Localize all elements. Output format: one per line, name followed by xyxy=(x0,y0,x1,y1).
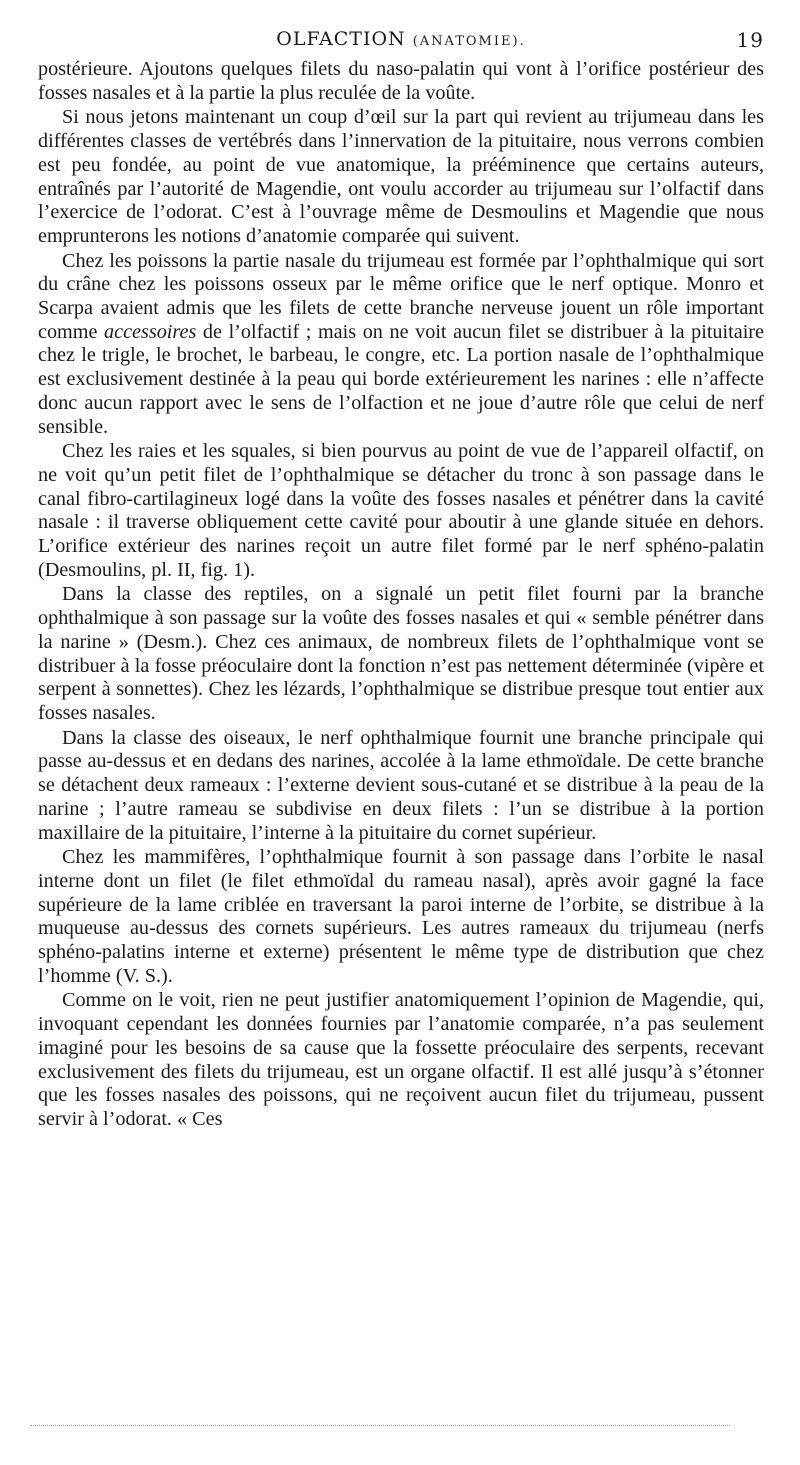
paragraph-reptiles: Dans la classe des reptiles, on a signalé un petit filet fourni par la branche ophthalmique à son passage sur la voûte des fosses nasales et qui « semble pénétrer dans la narine » (Desm.). Chez ces animaux, de nombreux filets de l’ophthalmique vont se distribuer à la fosse préoculaire dont la fonction n’est pas nettement déterminée (vipère et serpent à sonnettes). Chez les lézards, l’ophthalmique se distribue presque tout entier aux fosses nasales. xyxy=(38,583,764,724)
emphasis-accessoires: accessoires xyxy=(104,320,197,343)
bottom-dotted-rule xyxy=(30,1425,730,1426)
paragraph-mammiferes: Chez les mammifères, l’ophthalmique fournit à son passage dans l’orbite le nasal interne dont un filet (le filet ethmoïdal du rameau nasal), après avoir gagné la face supérieure de la lame criblée en traversant la paroi interne de l’orbite, se distribue à la muqueuse au-dessus des cornets supérieurs. Les autres rameaux du trijumeau (nerfs sphéno-palatins interne et externe) présentent le même type de distribution que chez l’homme (V. S.). xyxy=(38,846,764,987)
running-title-subtitle: (ANATOMIE). xyxy=(412,34,526,49)
running-title xyxy=(38,28,764,50)
paragraph-poissons-before: Chez les poissons la partie nasale du trijumeau est formée par l’ophthalmique qui sort du crâne chez les poissons osseux par le même orifice que le nerf optique. Monro et Scarpa avaient admis que les filets de cette branche nerveuse jouent un rôle important comme xyxy=(38,249,764,343)
paragraph-oiseaux: Dans la classe des oiseaux, le nerf ophthalmique fournit une branche principale qui passe au-dessus et en dedans des narines, accolée à la lame ethmoïdale. De cette branche se détachent deux rameaux : l’externe devient sous-cutané et se distribue à la peau de la narine ; l’autre rameau se subdivise en deux filets : l’un se distribue à la portion maxillaire de la pituitaire, l’interne à la pituitaire du cornet supérieur. xyxy=(38,726,764,844)
body-text xyxy=(38,58,764,1132)
paragraph-conclusion: Comme on le voit, rien ne peut justifier anatomiquement l’opinion de Magendie, qui, invoquant cependant les données fournies par l’anatomie comparée, n’a pas seulement imaginé pour les besoins de sa cause que la fossette préoculaire des serpents, recevant exclusivement des filets du trijumeau, est un organe olfactif. Il est allé jusqu’à s’étonner que les fosses nasales des poissons, qui ne reçoivent aucun filet du trijumeau, pussent servir à l’odorat. « Ces xyxy=(38,989,764,1130)
page-number: 19 xyxy=(736,28,764,52)
paragraph-poissons xyxy=(38,250,764,440)
paragraph-continuation: postérieure. Ajoutons quelques filets du naso-palatin qui vont à l’orifice postérieur des fosses nasales et à la partie la plus reculée de la voûte. xyxy=(38,58,764,104)
paragraph-trijumeau-overview: Si nous jetons maintenant un coup d’œil sur la part qui revient au trijumeau dans les différentes classes de vertébrés dans l’innervation de la pituitaire, nous verrons combien est peu fondée, au point de vue anatomique, la prééminence que certains auteurs, entraînés par l’autorité de Magendie, ont voulu accorder au trijumeau sur l’olfactif dans l’exercice de l’odorat. C’est à l’ouvrage même de Desmoulins et Magendie que nous emprunterons les notions d’anatomie comparée qui suivent. xyxy=(38,106,764,247)
paragraph-poissons-after: de l’olfactif ; mais on ne voit aucun filet se distribuer à la pituitaire chez le trigle, le brochet, le barbeau, le congre, etc. La portion nasale de l’ophthalmique est exclusivement destinée à la peau qui borde extérieurement les narines : elle n’affecte donc aucun rapport avec le sens de l’olfaction et ne joue d’autre rôle que celui de nerf sensible. xyxy=(38,320,764,438)
paragraph-raies-squales: Chez les raies et les squales, si bien pourvus au point de vue de l’appareil olfactif, on ne voit qu’un petit filet de l’ophthalmique se détacher du tronc à son passage dans le canal fibro-cartilagineux logé dans la voûte des fosses nasales et pénétrer dans la cavité nasale : il traverse obliquement cette cavité pour aboutir à une glande située en dehors. L’orifice extérieur des narines reçoit un autre filet formé par le nerf sphéno-palatin (Desmoulins, pl. II, fig. 1). xyxy=(38,440,764,581)
running-title-main: OLFACTION xyxy=(276,28,406,50)
running-head xyxy=(38,28,764,58)
document-page xyxy=(38,28,764,1133)
